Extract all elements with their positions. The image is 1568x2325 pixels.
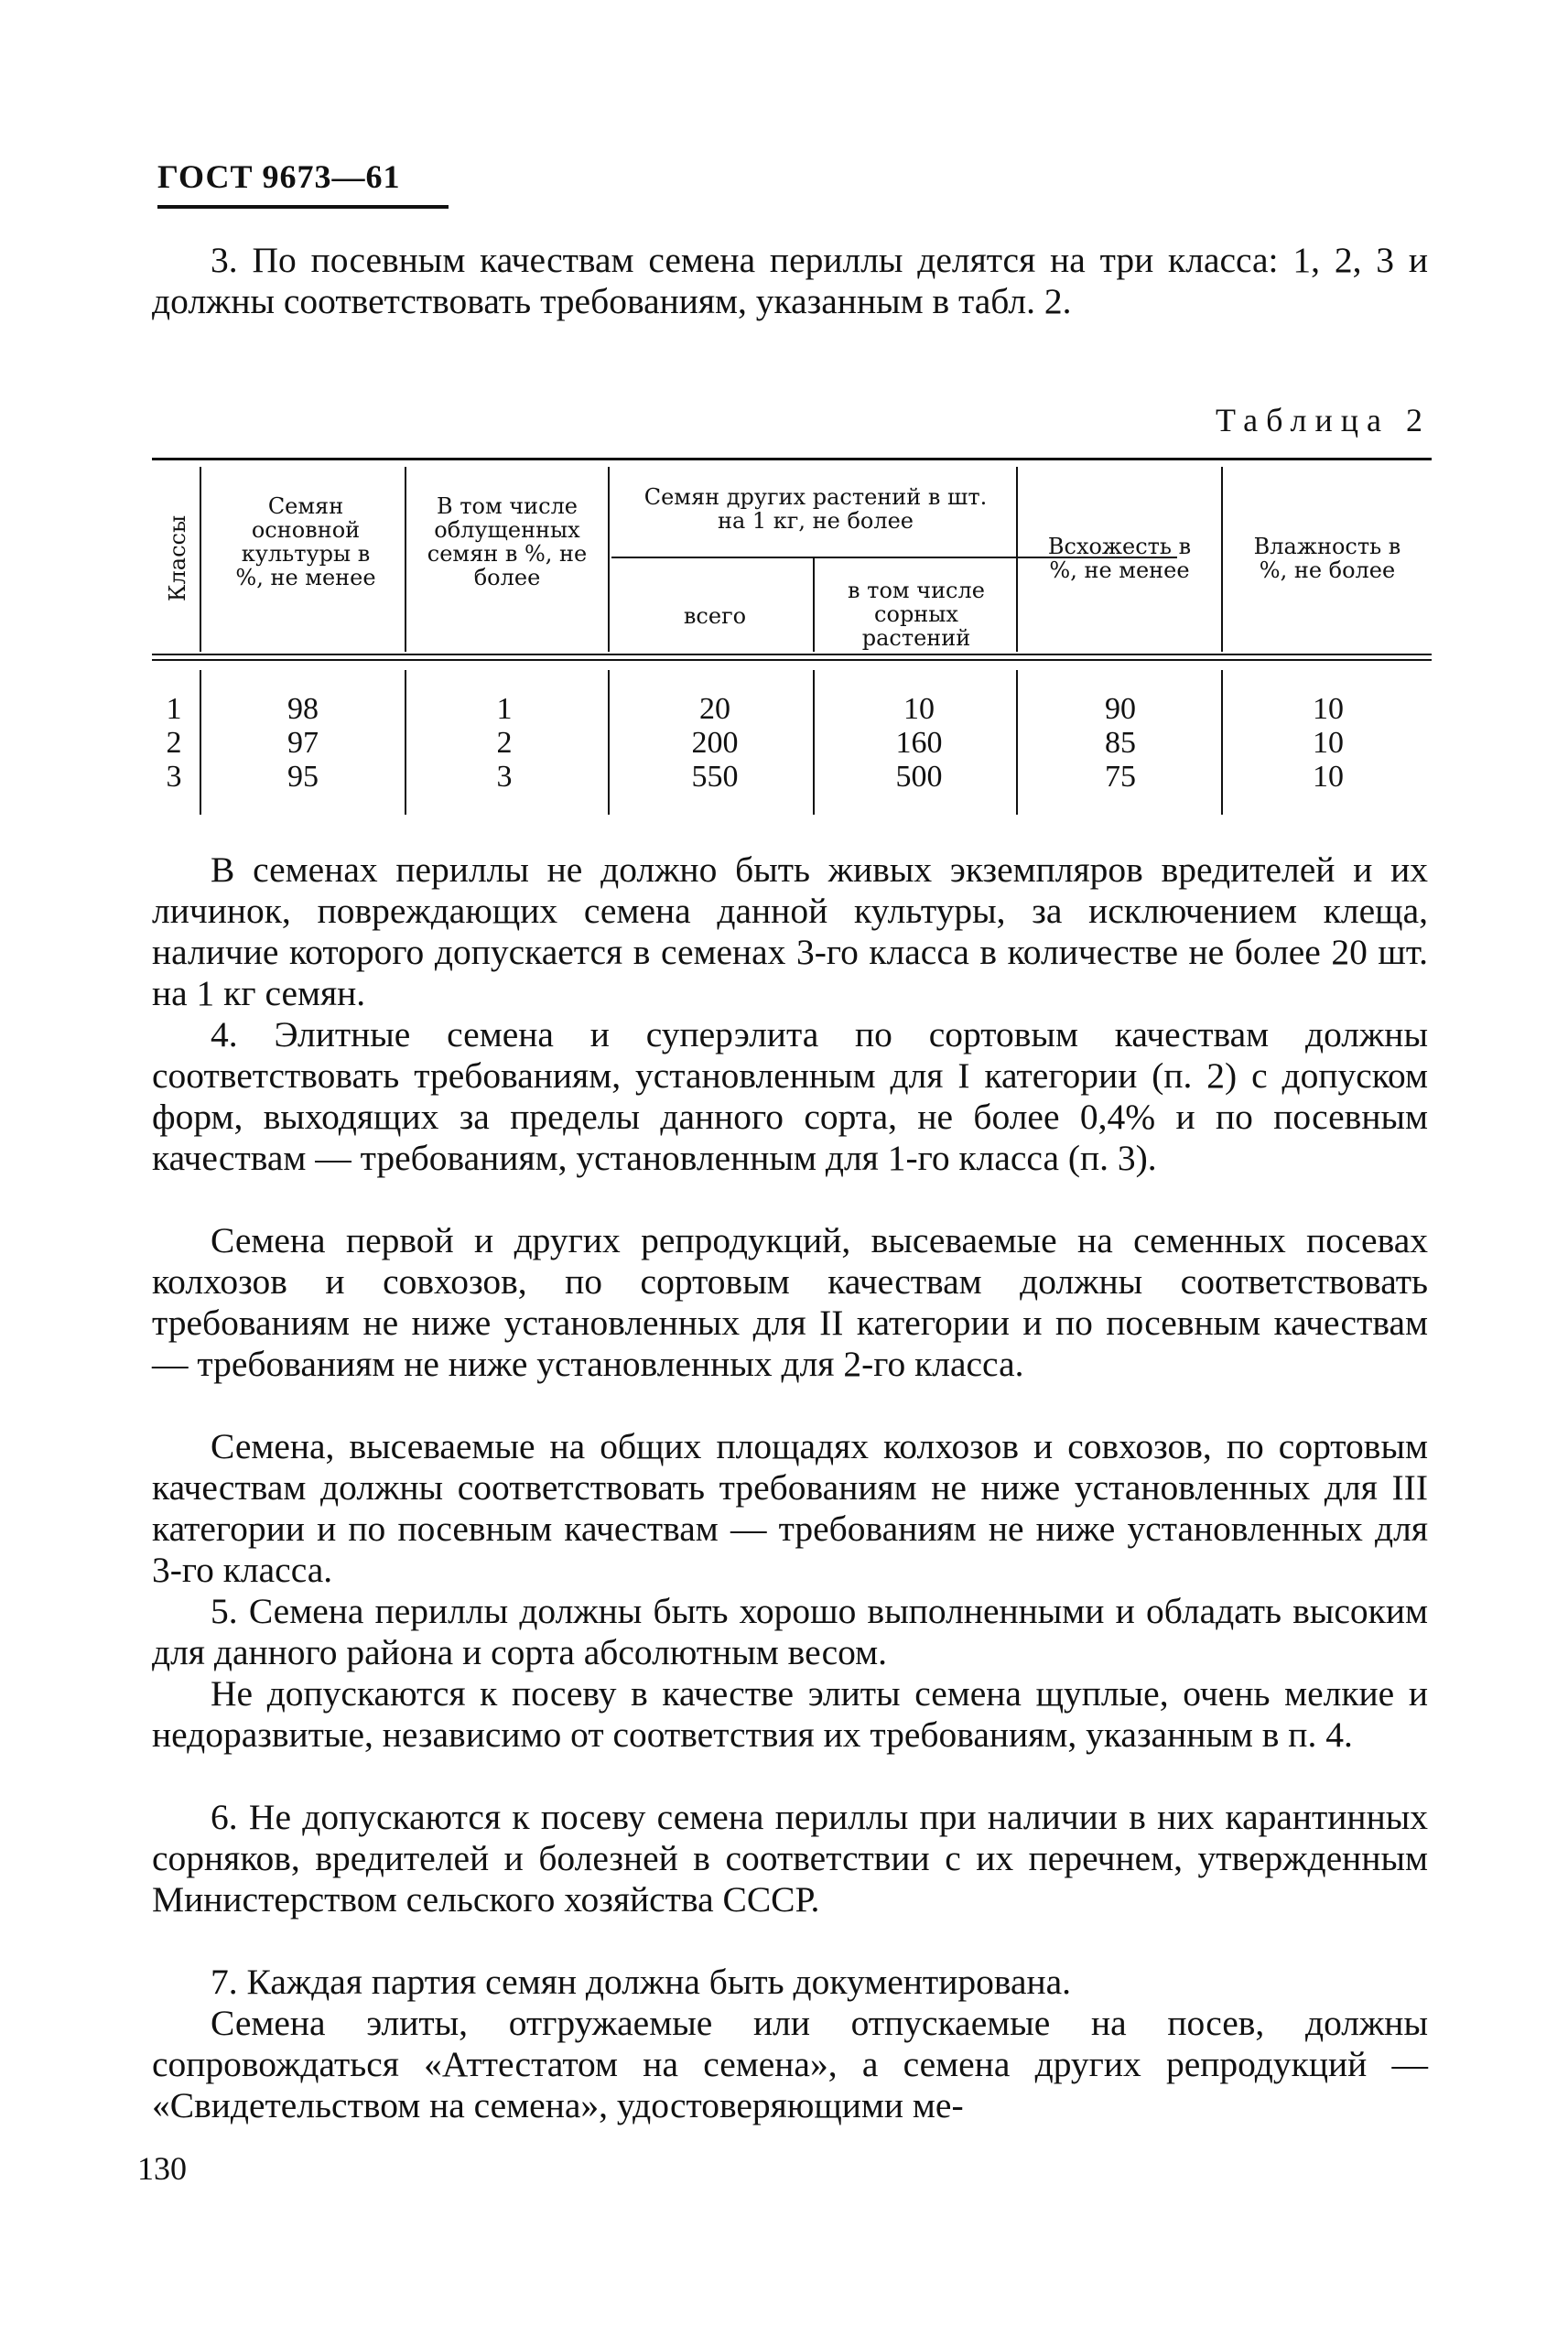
table-cell: 85 (1105, 726, 1136, 760)
paragraph-documentation: Семена элиты, отгружаемые или отпускаемые на посев, должны сопровождаться «Аттестатом на семена», а семена других репродукций — «Свидетельством на семена», удостоверяющими ме- (152, 2003, 1428, 2125)
col-other-total (637, 692, 793, 794)
table-cell: 2 (496, 726, 513, 760)
col-husked (427, 692, 582, 794)
table-cell: 95 (287, 760, 319, 794)
table-cell: 160 (895, 726, 943, 760)
table-cell: 10 (1313, 760, 1344, 794)
col-moisture (1241, 692, 1415, 794)
body-divider-1 (200, 670, 201, 815)
table-cell: 10 (1313, 692, 1344, 726)
table-cell: 3 (496, 760, 513, 794)
table-cell: 10 (1313, 726, 1344, 760)
col-divider-5 (1016, 467, 1018, 652)
paragraph-general-fields: Семена, высеваемые на общих площадях колхозов и совхозов, по сортовым качествам должны соответствовать требованиям не ниже установленных для III категории и по посевным качествам — требованиям не ниже установленных для 3-го класса. (152, 1426, 1428, 1590)
header-other-weeds: в том числе сорных растений (848, 578, 985, 651)
header-husked: В том числе облущенных семян в %, не более (427, 493, 588, 590)
table-header-bottom-rule-1 (152, 654, 1432, 655)
table-cell: 500 (895, 760, 943, 794)
body-divider-3 (608, 670, 610, 815)
col-divider-4 (813, 558, 815, 652)
paragraph-section-4: 4. Элитные семена и суперэлита по сортовым качествам должны соответствовать требованиям, установленным для I категории (п. 2) с допуском форм, выходящих за пределы данного сорта, не более 0,4% и по посевным качествам — требованиям, установленным для 1-го класса (п. 3). (152, 1014, 1428, 1178)
paragraph-pests: В семенах периллы не должно быть живых экземпляров вредителей и их личинок, повреждающих семена данной культуры, за исключением клеща, наличие которого допускается в семенах 3-го класса в количестве не более 20 шт. на 1 кг семян. (152, 849, 1428, 1013)
paragraph-reproductions: Семена первой и других репродукций, высеваемые на семенных посевах колхозов и совхозов, по сортовым качествам должны соответствовать требованиям не ниже установленных для II категории и по посевным качествам — требованиям не ниже установленных для 2-го класса. (152, 1220, 1428, 1384)
header-main-seeds: Семян основной культуры в %, не менее (235, 493, 376, 590)
header-moisture: Влажность в %, не более (1253, 534, 1401, 583)
col-classes (152, 692, 196, 794)
col-germination (1040, 692, 1201, 794)
col-divider-6 (1221, 467, 1223, 652)
table-caption: Таблица 2 (1216, 402, 1431, 438)
body-divider-5 (1016, 670, 1018, 815)
paragraph-section-5: 5. Семена периллы должны быть хорошо выполненными и обладать высоким для данного района и сорта абсолютным весом. (152, 1591, 1428, 1672)
table-cell: 2 (166, 726, 182, 760)
col-divider-2 (405, 467, 406, 652)
header-other-seeds: Семян других растений в шт. на 1 кг, не более (643, 484, 988, 534)
table-cell: 1 (166, 692, 182, 726)
paragraph-section-6: 6. Не допускаются к посеву семена периллы при наличии в них карантинных сорняков, вредителей и болезней в соответствии с их перечнем, утвержденным Министерством сельского хозяйства СССР. (152, 1797, 1428, 1919)
document-header: ГОСТ 9673—61 (157, 158, 401, 195)
body-divider-2 (405, 670, 406, 815)
seed-quality-table (152, 458, 1432, 824)
header-germination: Всхожесть в %, не менее (1047, 534, 1192, 583)
col-divider-1 (200, 467, 201, 652)
table-top-rule (152, 458, 1432, 460)
page-number: 130 (137, 2150, 187, 2187)
table-cell: 200 (691, 726, 739, 760)
header-classes: Классы (165, 514, 190, 602)
table-cell: 98 (287, 692, 319, 726)
body-divider-4 (813, 670, 815, 815)
body-divider-6 (1221, 670, 1223, 815)
paragraph-elite-restrictions: Не допускаются к посеву в качестве элиты семена щуплые, очень мелкие и недоразвитые, независимо от соответствия их требованиям, указанным в п. 4. (152, 1673, 1428, 1755)
table-cell: 3 (166, 760, 182, 794)
table-cell: 97 (287, 726, 319, 760)
col-other-weeds (837, 692, 1001, 794)
table-header-bottom-rule-2 (152, 659, 1432, 661)
header-other-total: всего (683, 603, 747, 629)
table-cell: 10 (903, 692, 935, 726)
table-cell: 75 (1105, 760, 1136, 794)
table-cell: 1 (496, 692, 513, 726)
table-cell: 550 (691, 760, 739, 794)
paragraph-section-3: 3. По посевным качествам семена периллы делятся на три класса: 1, 2, 3 и должны соответствовать требованиям, указанным в табл. 2. (152, 240, 1428, 321)
table-cell: 20 (699, 692, 730, 726)
col-divider-3 (608, 467, 610, 652)
paragraph-section-7: 7. Каждая партия семян должна быть документирована. (211, 1962, 1072, 2002)
header-rule (157, 205, 449, 209)
table-cell: 90 (1105, 692, 1136, 726)
col-main-seeds (225, 692, 381, 794)
